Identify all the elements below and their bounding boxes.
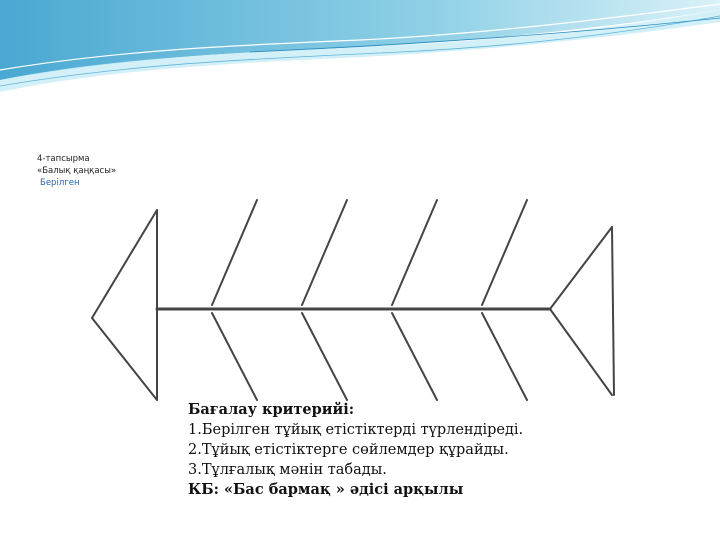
bone-lower-1 <box>212 313 257 400</box>
head-front <box>612 227 614 395</box>
task-title: «Балық қаңқасы» <box>37 166 117 176</box>
criteria-footer: КБ: «Бас бармақ » әдісі арқылы <box>188 481 464 498</box>
bone-lower-4 <box>482 313 527 400</box>
criteria-item-1: 1.Берілген тұйық етістіктерді түрлендіреді. <box>188 422 524 438</box>
bone-lower-3 <box>392 313 437 400</box>
fishbone-diagram <box>82 185 627 417</box>
tail-upper-edge <box>92 210 157 318</box>
criteria-item-2: 2.Тұйық етістіктерге сөйлемдер құрайды. <box>188 442 509 458</box>
header-wave-decoration <box>0 0 720 110</box>
assessment-criteria <box>188 400 528 500</box>
bone-upper-2 <box>302 200 347 305</box>
task-number: 4-тапсырма <box>37 154 90 164</box>
criteria-heading: Бағалау критерийі: <box>188 401 355 418</box>
bone-upper-3 <box>392 200 437 305</box>
head-upper <box>550 227 612 309</box>
bone-upper-4 <box>482 200 527 305</box>
task-given-link: Берілген <box>40 178 80 188</box>
bone-upper-1 <box>212 200 257 305</box>
head-lower <box>550 309 612 395</box>
tail-lower-edge <box>92 318 157 400</box>
criteria-item-3: 3.Тұлғалық мәнін табады. <box>188 462 387 478</box>
bone-lower-2 <box>302 313 347 400</box>
